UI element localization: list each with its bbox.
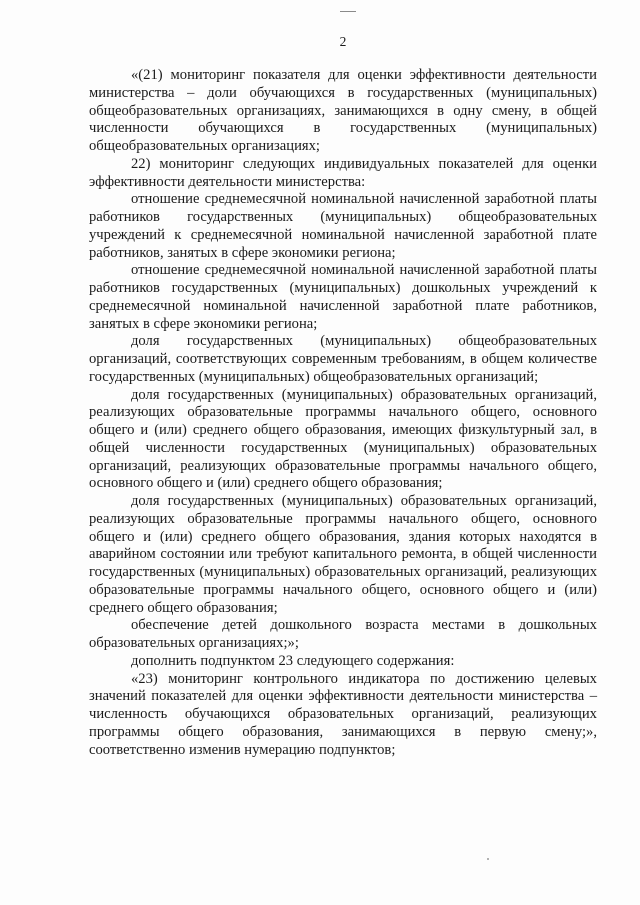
- paragraph-item-21: «(21) мониторинг показателя для оценки эффективности деятельности министерства – доли обучающихся в государственных (муниципальных) общеобразовательных организациях, занимающихся в одну смену, в общей численности обучающихся в государственных (муниципальных) общеобразовательных организациях;: [89, 67, 597, 154]
- page-number: 2: [339, 34, 347, 49]
- document-body: [89, 67, 597, 759]
- paragraph-indicator-sports-hall: доля государственных (муниципальных) образовательных организаций, реализующих образовательные программы начального общего, основного общего и (или) среднего общего образования, имеющих физкультурный зал, в общей численности государственных (муниципальных) образовательных организаций, реализующих образовательные программы начального общего, основного общего и (или) среднего общего образования;: [89, 386, 597, 492]
- scan-artifact-line: [340, 11, 356, 12]
- paragraph-item-22: 22) мониторинг следующих индивидуальных показателей для оценки эффективности деятельности министерства:: [89, 155, 597, 190]
- scan-speck: [487, 858, 489, 860]
- paragraph-indicator-general-schools-salary: отношение среднемесячной номинальной начисленной заработной платы работников государственных (муниципальных) общеобразовательных учреждений к среднемесячной номинальной начисленной заработной плате работников, занятых в сфере экономики региона;: [89, 191, 597, 261]
- paragraph-indicator-emergency-buildings: доля государственных (муниципальных) образовательных организаций, реализующих образовательные программы начального общего, основного общего и (или) среднего общего образования, здания которых находятся в аварийном состоянии или требуют капитального ремонта, в общей численности государственных (муниципальных) образовательных организаций, реализующих образовательные программы начального общего, основного общего и (или) среднего общего образования;: [89, 493, 597, 616]
- paragraph-item-23: «23) мониторинг контрольного индикатора по достижению целевых значений показателей для оценки эффективности деятельности министерства – численность обучающихся образовательных организаций, реализующих программы общего образования, занимающихся в первую смену;», соответственно изменив нумерацию подпунктов;: [89, 670, 597, 758]
- paragraph-indicator-preschool-places: обеспечение детей дошкольного возраста местами в дошкольных образовательных организациях;»;: [89, 617, 597, 651]
- paragraph-indicator-preschool-salary: отношение среднемесячной номинальной начисленной заработной платы работников государственных (муниципальных) дошкольных учреждений к среднемесячной номинальной начисленной заработной плате работников, занятых в сфере экономики региона;: [89, 262, 597, 332]
- paragraph-add-subitem-23: дополнить подпунктом 23 следующего содержания:: [131, 652, 455, 669]
- paragraph-indicator-modern-requirements: доля государственных (муниципальных) общеобразовательных организаций, соответствующих современным требованиям, в общем количестве государственных (муниципальных) общеобразовательных организаций;: [89, 333, 597, 385]
